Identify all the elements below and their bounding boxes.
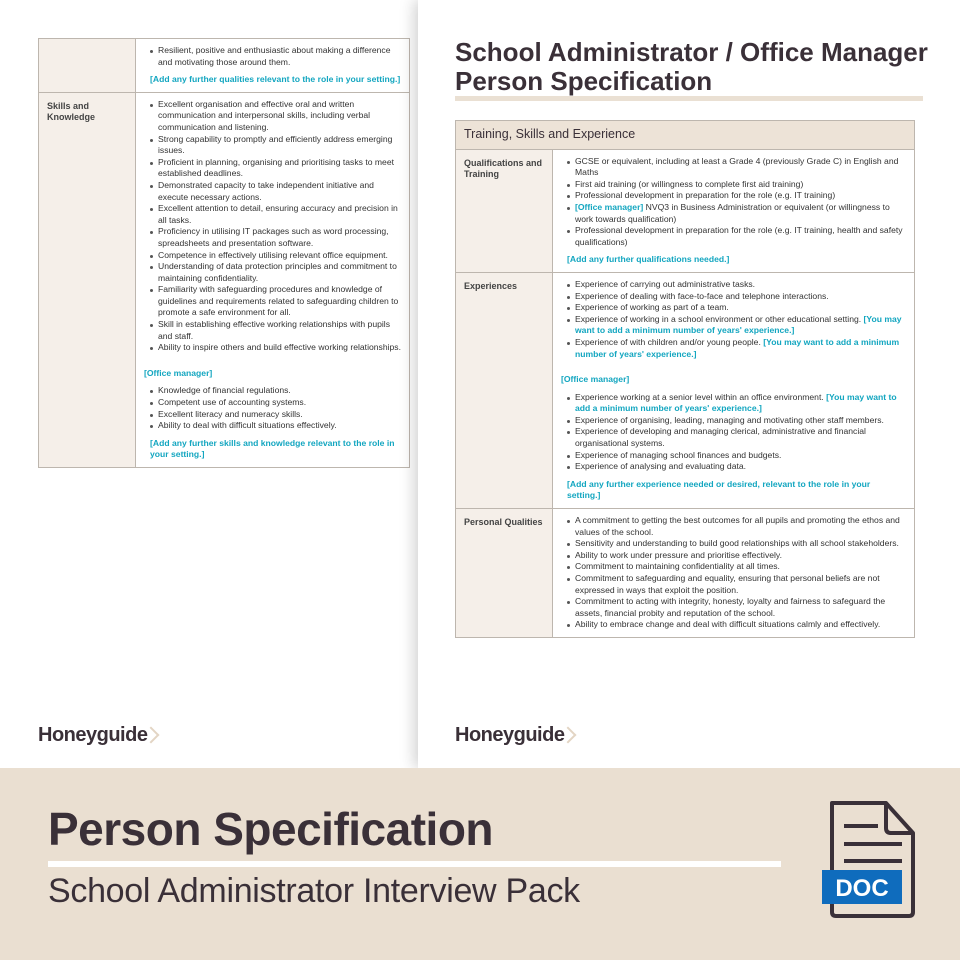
list-item bbox=[567, 573, 906, 596]
item-text: Experience of analysing and evaluating data. bbox=[575, 461, 747, 472]
item-text: Commitment to safeguarding and equality, ensuring that personal beliefs are not expressed in ways that exploit the position. bbox=[575, 573, 880, 595]
list-item bbox=[567, 392, 906, 415]
list-item bbox=[567, 596, 906, 619]
banner-title: Person Specification bbox=[48, 803, 494, 855]
list-item bbox=[567, 619, 906, 631]
item-text: Resilient, positive and enthusiastic about making a difference and motivating those around them. bbox=[158, 45, 391, 67]
left-spec-table bbox=[38, 38, 410, 468]
bullet-list bbox=[567, 279, 906, 360]
row-content bbox=[136, 39, 410, 93]
honeyguide-logo: Honeyguide bbox=[38, 724, 157, 747]
office-manager-heading: [Office manager] bbox=[561, 374, 630, 385]
guidance-note: [Add any further qualifications needed.] bbox=[567, 254, 730, 265]
item-text: Proficiency in utilising IT packages such as word processing, spreadsheets and presentation software. bbox=[158, 226, 389, 248]
item-text: Skill in establishing effective working relationships with pupils and staff. bbox=[158, 319, 390, 341]
list-item bbox=[567, 190, 906, 202]
row-label: Personal Qualities bbox=[456, 509, 553, 638]
row-content bbox=[136, 92, 410, 467]
guidance-note: [You may want to add a minimum number of years' experience.] bbox=[575, 391, 897, 414]
list-item bbox=[567, 426, 906, 449]
item-text: A commitment to getting the best outcomes for all pupils and promoting the ethos and values of the school. bbox=[575, 515, 900, 537]
list-item bbox=[567, 202, 906, 225]
bullet-list bbox=[567, 515, 906, 631]
item-text: Excellent organisation and effective oral and written communication and interpersonal skills, including verbal communication and listening. bbox=[158, 98, 371, 132]
guidance-note: [Add any further skills and knowledge relevant to the role in your setting.] bbox=[150, 437, 395, 460]
item-text: Ability to embrace change and deal with difficult situations calmly and effectively. bbox=[575, 619, 881, 630]
item-text: Experience of developing and managing clerical, administrative and financial organisational systems. bbox=[575, 426, 866, 449]
banner-subtitle: School Administrator Interview Pack bbox=[48, 872, 580, 910]
bullet-list bbox=[567, 156, 906, 249]
item-text: Ability to work under pressure and prioritise effectively. bbox=[575, 549, 782, 560]
list-item bbox=[150, 180, 401, 203]
item-text: Experience of working as part of a team. bbox=[575, 302, 729, 313]
item-text: Experience of with children and/or young people. bbox=[575, 336, 764, 347]
item-text: Sensitivity and understanding to build good relationships with all school stakeholders. bbox=[575, 538, 899, 549]
list-item bbox=[567, 561, 906, 573]
guidance-note: [You may want to add a minimum number of years' experience.] bbox=[575, 313, 902, 336]
banner-divider bbox=[48, 861, 781, 867]
item-text: Excellent literacy and numeracy skills. bbox=[158, 408, 303, 419]
bullet-list bbox=[150, 385, 401, 431]
table-row bbox=[39, 92, 410, 467]
list-item bbox=[567, 225, 906, 248]
list-item bbox=[150, 397, 401, 409]
table-row bbox=[456, 149, 915, 272]
list-item bbox=[150, 157, 401, 180]
bullet-list bbox=[567, 392, 906, 473]
list-item bbox=[150, 385, 401, 397]
guidance-note: [Add any further experience needed or desired, relevant to the role in your setting.] bbox=[567, 478, 871, 501]
list-item bbox=[567, 515, 906, 538]
item-text: Competence in effectively utilising relevant office equipment. bbox=[158, 249, 388, 260]
item-text: Proficient in planning, organising and prioritising tasks to meet established deadlines. bbox=[158, 156, 394, 179]
item-text: Experience of carrying out administrative tasks. bbox=[575, 278, 756, 289]
item-text: Experience working at a senior level within an office environment. bbox=[575, 391, 827, 402]
item-text: GCSE or equivalent, including at least a Grade 4 (previously Grade C) in English and Maths bbox=[575, 155, 899, 178]
item-text: Ability to deal with difficult situations effectively. bbox=[158, 420, 337, 431]
item-text: Experience of managing school finances and budgets. bbox=[575, 449, 782, 460]
list-item bbox=[150, 342, 401, 354]
guidance-note: [Add any further qualities relevant to the role in your setting.] bbox=[150, 74, 401, 85]
bullet-list bbox=[150, 99, 401, 354]
list-item bbox=[567, 461, 906, 473]
item-text: Strong capability to promptly and efficiently address emerging issues. bbox=[158, 133, 393, 156]
list-item bbox=[150, 99, 401, 134]
row-content bbox=[553, 272, 915, 508]
item-text: Ability to inspire others and build effective working relationships. bbox=[158, 342, 401, 353]
office-manager-tag: [Office manager] bbox=[575, 201, 644, 212]
item-text: Competent use of accounting systems. bbox=[158, 397, 307, 408]
item-text: Experience of organising, leading, managing and motivating other staff members. bbox=[575, 414, 884, 425]
item-text: Commitment to maintaining confidentiality at all times. bbox=[575, 561, 780, 572]
honeyguide-logo: Honeyguide bbox=[455, 724, 574, 747]
row-content bbox=[553, 149, 915, 272]
item-text: First aid training (or willingness to complete first aid training) bbox=[575, 178, 804, 189]
item-text: Excellent attention to detail, ensuring accuracy and precision in all tasks. bbox=[158, 203, 398, 225]
right-spec-table bbox=[455, 120, 915, 638]
list-item bbox=[150, 45, 401, 68]
list-item bbox=[567, 156, 906, 179]
list-item bbox=[567, 337, 906, 360]
item-text: Professional development in preparation for the role (e.g. IT training, health and safety qualifications) bbox=[575, 225, 903, 247]
list-item bbox=[150, 203, 401, 226]
row-content bbox=[553, 509, 915, 638]
page-title: School Administrator / Office Manager Person Specification bbox=[455, 37, 928, 96]
item-text: Professional development in preparation for the role (e.g. IT training) bbox=[575, 190, 836, 201]
list-item bbox=[567, 179, 906, 191]
row-label: Qualifications and Training bbox=[456, 149, 553, 272]
list-item bbox=[567, 550, 906, 562]
row-label bbox=[39, 39, 136, 93]
bullet-list bbox=[150, 45, 401, 68]
list-item bbox=[150, 134, 401, 157]
table-row bbox=[39, 39, 410, 93]
item-text: Experience of dealing with face-to-face and telephone interactions. bbox=[575, 290, 829, 301]
list-item bbox=[567, 302, 906, 314]
doc-badge-label: DOC bbox=[835, 875, 889, 902]
list-item bbox=[150, 284, 401, 319]
item-text: Commitment to acting with integrity, honesty, loyalty and fairness to safeguard the assets, financial probity and reputation of the school. bbox=[575, 596, 886, 618]
item-text: NVQ3 in Business Administration or equivalent (or willingness to work towards qualification) bbox=[575, 201, 890, 224]
list-item bbox=[150, 250, 401, 262]
item-text: Demonstrated capacity to take independent initiative and execute necessary actions. bbox=[158, 179, 374, 202]
table-row bbox=[456, 272, 915, 508]
list-item bbox=[567, 415, 906, 427]
row-label: Skills and Knowledge bbox=[39, 92, 136, 467]
list-item bbox=[567, 279, 906, 291]
doc-file-icon bbox=[822, 800, 918, 920]
section-header: Training, Skills and Experience bbox=[456, 121, 915, 150]
table-row bbox=[456, 509, 915, 638]
title-underline bbox=[455, 96, 923, 101]
right-document-page bbox=[418, 0, 960, 768]
item-text: Familiarity with safeguarding procedures and knowledge of guidelines and requirements related to safeguarding children to promote a safe environment for all. bbox=[158, 284, 399, 318]
list-item bbox=[150, 409, 401, 421]
office-manager-heading: [Office manager] bbox=[144, 367, 213, 378]
item-text: Understanding of data protection principles and commitment to maintaining confidentiality. bbox=[158, 261, 397, 283]
item-text: Knowledge of financial regulations. bbox=[158, 385, 291, 396]
list-item bbox=[150, 261, 401, 284]
list-item bbox=[567, 314, 906, 337]
guidance-note: [You may want to add a minimum number of years' experience.] bbox=[575, 336, 900, 359]
item-text: Experience of working in a school environment or other educational setting. bbox=[575, 313, 864, 324]
list-item bbox=[567, 291, 906, 303]
product-banner bbox=[0, 768, 960, 960]
list-item bbox=[150, 319, 401, 342]
list-item bbox=[567, 538, 906, 550]
list-item bbox=[150, 420, 401, 432]
row-label: Experiences bbox=[456, 272, 553, 508]
list-item bbox=[150, 226, 401, 249]
list-item bbox=[567, 450, 906, 462]
